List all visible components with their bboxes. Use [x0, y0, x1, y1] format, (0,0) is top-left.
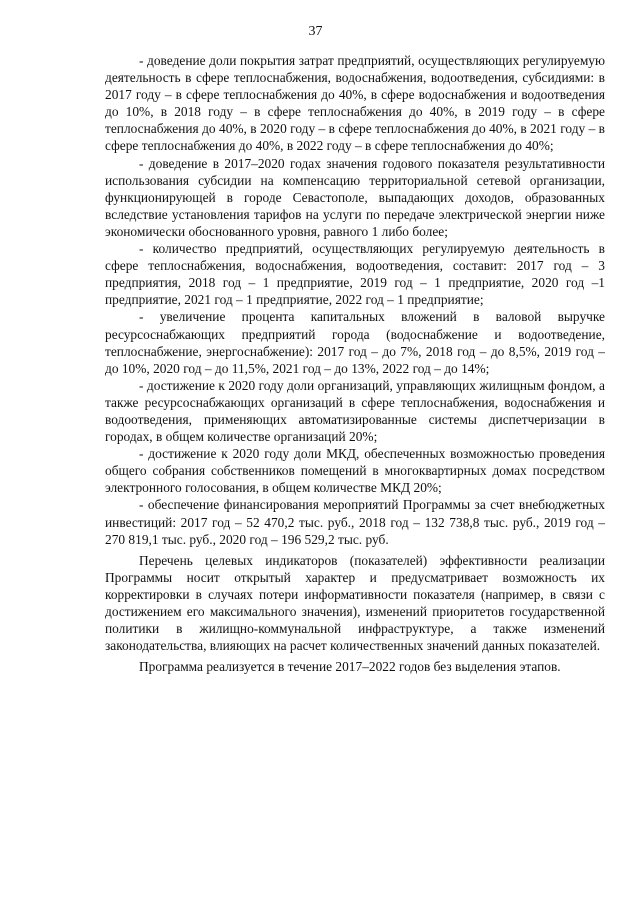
paragraph-subsidy-efficiency: - доведение в 2017–2020 годах значения годового показателя результативности использования субсидии на компенсацию территориальной сетевой организации, функционирующей в городе Севастополе, выпадающих доходов, образованных вследствие установления тарифов на услуги по передаче электрической энергии ниже экономически обоснованного уровня, равного 1 либо более; [105, 155, 605, 239]
paragraph-financing: - обеспечение финансирования мероприятий Программы за счет внебюджетных инвестиций: 2017 год – 52 470,2 тыс. руб., 2018 год – 132 738,8 тыс. руб., 2019 год – 270 819,1 тыс. руб., 2020 год – 196 529,2 тыс. руб. [105, 497, 605, 547]
paragraph-dispatch-automation: - достижение к 2020 году доли организаций, управляющих жилищным фондом, а также ресурсоснабжающих организаций в сфере теплоснабжения, водоснабжения и водоотведения, применяющих автоматизированные системы диспетчеризации в городах, в общем количестве организаций 20%; [105, 377, 605, 445]
paragraph-enterprise-count: - количество предприятий, осуществляющих регулируемую деятельность в сфере теплоснабжения, водоснабжения, водоотведения, составит: 2017 год – 3 предприятия, 2018 год – 1 предприятие, 2019 год – 1 предприятие, 2020 год –1 предприятие, 2021 год – 1 предприятие, 2022 год – 1 предприятие; [105, 241, 605, 308]
document-body [105, 52, 605, 675]
paragraph-electronic-voting: - достижение к 2020 году доли МКД, обеспеченных возможностью проведения общего собрания собственников помещений в многоквартирных домах посредством электронного голосования, в общем количестве МКД 20%; [105, 446, 605, 496]
paragraph-subsidy-share: - доведение доли покрытия затрат предприятий, осуществляющих регулируемую деятельность в сфере теплоснабжения, водоснабжения, водоотведения, субсидиями: в 2017 году – в сфере теплоснабжения до 40%, в сфере водоснабжения и водоотведения до 10%, в 2018 году – в сфере теплоснабжения до 40%, в 2019 году – в сфере теплоснабжения до 40%, в 2020 году – в сфере теплоснабжения до 40%, в 2021 году – в сфере теплоснабжения до 40%, в 2022 году – в сфере теплоснабжения до 40%; [105, 53, 605, 154]
paragraph-program-period: Программа реализуется в течение 2017–2022 годов без выделения этапов. [139, 659, 561, 675]
paragraph-capital-investment: - увеличение процента капитальных вложений в валовой выручке ресурсоснабжающих предприятий города (водоснабжение и водоотведение, теплоснабжение, энергоснабжение): 2017 год – до 7%, 2018 год – до 8,5%, 2019 год – до 10%, 2020 год – до 11,5%, 2021 год – до 13%, 2022 год – до 14%; [105, 309, 605, 376]
paragraph-indicator-list: Перечень целевых индикаторов (показателей) эффективности реализации Программы носит открытый характер и предусматривает возможность их корректировки в случаях потери информативности показателя (например, в связи с достижением его максимального значения), изменений приоритетов государственной политики в жилищно-коммунальной инфраструктуре, а также изменений законодательства, влияющих на расчет количественных значений данных показателей. [105, 552, 605, 654]
page-number: 37 [308, 24, 323, 39]
